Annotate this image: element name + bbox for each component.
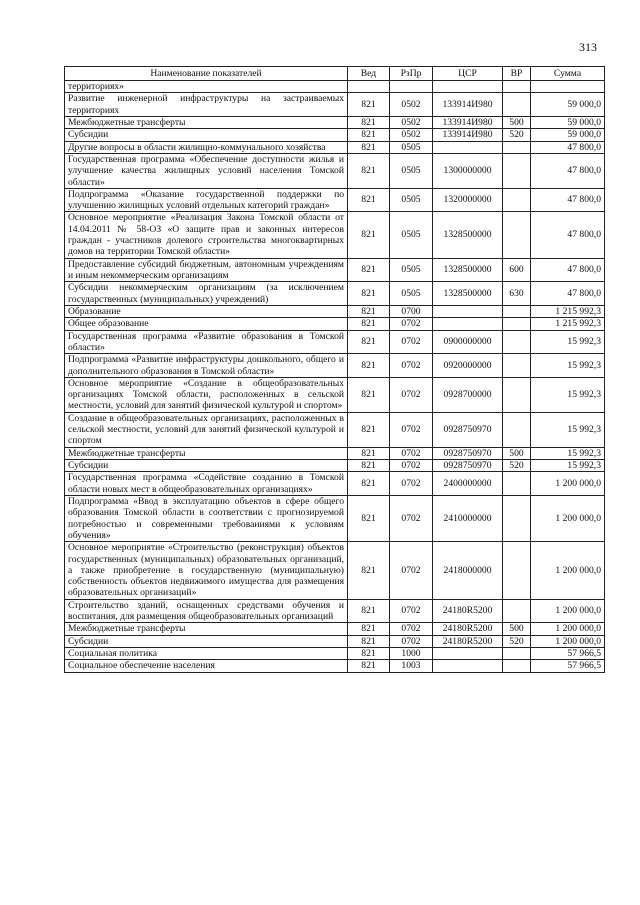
cell-name: Развитие инженерной инфраструктуры на застраиваемых территориях xyxy=(65,93,348,117)
cell-ved: 821 xyxy=(348,599,390,623)
cell-csr: 0900000000 xyxy=(433,330,503,354)
table-row xyxy=(65,282,605,306)
cell-ved xyxy=(348,81,390,93)
table-row xyxy=(65,330,605,354)
cell-sum: 1 200 000,0 xyxy=(531,623,605,635)
cell-sum: 47 800,0 xyxy=(531,212,605,258)
cell-sum: 15 992,3 xyxy=(531,377,605,412)
cell-rzpr: 0502 xyxy=(390,116,433,128)
cell-ved: 821 xyxy=(348,141,390,153)
cell-vr xyxy=(503,305,531,317)
cell-name: Строительство зданий, оснащенных средствами обучения и воспитания, для размещения общеобразовательных организаций xyxy=(65,599,348,623)
cell-sum: 1 200 000,0 xyxy=(531,599,605,623)
cell-vr xyxy=(503,599,531,623)
cell-rzpr: 0700 xyxy=(390,305,433,317)
cell-sum: 15 992,3 xyxy=(531,460,605,472)
cell-rzpr: 0502 xyxy=(390,93,433,117)
cell-name: Предоставление субсидий бюджетным, автономным учреждениям и иным некоммерческим организациям xyxy=(65,258,348,282)
header-rzpr: РзПр xyxy=(390,67,433,81)
cell-rzpr: 0702 xyxy=(390,460,433,472)
table-row xyxy=(65,377,605,412)
cell-csr: 1300000000 xyxy=(433,153,503,188)
cell-ved: 821 xyxy=(348,258,390,282)
table-row xyxy=(65,447,605,459)
cell-name: Субсидии некоммерческим организациям (за исключением государственных (муниципальных) учреждений) xyxy=(65,282,348,306)
cell-csr: 1328500000 xyxy=(433,282,503,306)
header-ved: Вед xyxy=(348,67,390,81)
table-row xyxy=(65,635,605,647)
table-row xyxy=(65,495,605,541)
cell-sum: 1 200 000,0 xyxy=(531,542,605,600)
cell-sum: 47 800,0 xyxy=(531,141,605,153)
cell-vr: 520 xyxy=(503,635,531,647)
cell-name: Субсидии xyxy=(65,635,348,647)
cell-vr: 500 xyxy=(503,623,531,635)
cell-vr xyxy=(503,542,531,600)
cell-sum: 57 966,5 xyxy=(531,660,605,672)
cell-vr xyxy=(503,354,531,378)
cell-sum: 47 800,0 xyxy=(531,153,605,188)
table-row xyxy=(65,354,605,378)
cell-csr: 1320000000 xyxy=(433,188,503,212)
table-row xyxy=(65,542,605,600)
cell-sum: 1 215 992,3 xyxy=(531,305,605,317)
cell-csr: 1328500000 xyxy=(433,212,503,258)
cell-name: Основное мероприятие «Строительство (реконструкция) объектов государственных (муниципальных) образовательных организаций, а также приобретение в государственную (муниципальную) собственность объектов недвижимого имущества для размещения образовательных организаций» xyxy=(65,542,348,600)
cell-rzpr: 0702 xyxy=(390,354,433,378)
cell-vr xyxy=(503,318,531,330)
cell-vr xyxy=(503,188,531,212)
cell-rzpr: 0702 xyxy=(390,472,433,496)
cell-csr xyxy=(433,305,503,317)
cell-ved: 821 xyxy=(348,623,390,635)
cell-ved: 821 xyxy=(348,495,390,541)
cell-sum: 59 000,0 xyxy=(531,129,605,141)
cell-name: Субсидии xyxy=(65,460,348,472)
cell-name: Государственная программа «Развитие образования в Томской области» xyxy=(65,330,348,354)
cell-vr xyxy=(503,495,531,541)
header-vr: ВР xyxy=(503,67,531,81)
cell-name: территориях» xyxy=(65,81,348,93)
cell-vr xyxy=(503,153,531,188)
cell-rzpr: 0702 xyxy=(390,542,433,600)
cell-csr: 0928750970 xyxy=(433,460,503,472)
cell-rzpr: 0702 xyxy=(390,330,433,354)
cell-ved: 821 xyxy=(348,660,390,672)
cell-sum: 59 000,0 xyxy=(531,116,605,128)
cell-name: Государственная программа «Содействие созданию в Томской области новых мест в общеобразовательных организациях» xyxy=(65,472,348,496)
cell-rzpr: 0502 xyxy=(390,129,433,141)
cell-name: Подпрограмма «Оказание государственной поддержки по улучшению жилищных условий отдельных категорий граждан» xyxy=(65,188,348,212)
cell-rzpr: 0505 xyxy=(390,258,433,282)
cell-name: Образование xyxy=(65,305,348,317)
cell-sum: 1 215 992,3 xyxy=(531,318,605,330)
cell-sum: 59 000,0 xyxy=(531,93,605,117)
table-row xyxy=(65,623,605,635)
cell-sum xyxy=(531,81,605,93)
cell-csr: 133914И980 xyxy=(433,93,503,117)
cell-csr xyxy=(433,648,503,660)
cell-name: Социальное обеспечение населения xyxy=(65,660,348,672)
table-header-row xyxy=(65,67,605,81)
cell-name: Подпрограмма «Ввод в эксплуатацию объектов в сфере общего образования Томской области в соответствии с прогнозируемой потребностью и современными требованиями к условиям обучения» xyxy=(65,495,348,541)
cell-ved: 821 xyxy=(348,93,390,117)
cell-rzpr: 1003 xyxy=(390,660,433,672)
cell-vr xyxy=(503,377,531,412)
cell-name: Общее образование xyxy=(65,318,348,330)
cell-ved: 821 xyxy=(348,305,390,317)
cell-ved: 821 xyxy=(348,212,390,258)
cell-rzpr: 0505 xyxy=(390,153,433,188)
cell-csr: 24180R5200 xyxy=(433,635,503,647)
cell-rzpr: 0702 xyxy=(390,412,433,447)
cell-ved: 821 xyxy=(348,330,390,354)
cell-vr xyxy=(503,330,531,354)
cell-csr: 1328500000 xyxy=(433,258,503,282)
table-row xyxy=(65,141,605,153)
table-row xyxy=(65,258,605,282)
cell-csr xyxy=(433,318,503,330)
table-row xyxy=(65,599,605,623)
cell-sum: 15 992,3 xyxy=(531,354,605,378)
cell-ved: 821 xyxy=(348,116,390,128)
cell-ved: 821 xyxy=(348,635,390,647)
table-row xyxy=(65,116,605,128)
header-csr: ЦСР xyxy=(433,67,503,81)
budget-table xyxy=(64,66,605,673)
cell-ved: 821 xyxy=(348,354,390,378)
cell-csr: 0928700000 xyxy=(433,377,503,412)
cell-vr xyxy=(503,212,531,258)
cell-rzpr: 0505 xyxy=(390,282,433,306)
cell-vr: 500 xyxy=(503,116,531,128)
cell-name: Межбюджетные трансферты xyxy=(65,116,348,128)
cell-name: Межбюджетные трансферты xyxy=(65,623,348,635)
cell-rzpr: 0702 xyxy=(390,377,433,412)
table-row xyxy=(65,81,605,93)
cell-ved: 821 xyxy=(348,318,390,330)
table-row xyxy=(65,305,605,317)
cell-csr xyxy=(433,81,503,93)
cell-rzpr: 0702 xyxy=(390,599,433,623)
cell-name: Основное мероприятие «Создание в общеобразовательных организациях Томской области, расположенных в сельской местности, условий для занятий физической культурой и спортом» xyxy=(65,377,348,412)
cell-vr: 600 xyxy=(503,258,531,282)
cell-ved: 821 xyxy=(348,447,390,459)
cell-vr: 630 xyxy=(503,282,531,306)
cell-vr: 520 xyxy=(503,460,531,472)
cell-csr: 2410000000 xyxy=(433,495,503,541)
cell-csr: 133914И980 xyxy=(433,129,503,141)
table-row xyxy=(65,129,605,141)
table-row xyxy=(65,93,605,117)
cell-sum: 47 800,0 xyxy=(531,258,605,282)
cell-rzpr: 0702 xyxy=(390,447,433,459)
table-row xyxy=(65,153,605,188)
table-row xyxy=(65,318,605,330)
table-row xyxy=(65,412,605,447)
table-row xyxy=(65,212,605,258)
cell-vr: 520 xyxy=(503,129,531,141)
cell-name: Государственная программа «Обеспечение доступности жилья и улучшение качества жилищных условий населения Томской области» xyxy=(65,153,348,188)
cell-ved: 821 xyxy=(348,542,390,600)
cell-name: Основное мероприятие «Реализация Закона Томской области от 14.04.2011 № 58-ОЗ «О защите прав и законных интересов граждан - участников долевого строительства многоквартирных домов на территории Томской области» xyxy=(65,212,348,258)
cell-rzpr: 0702 xyxy=(390,318,433,330)
table-row xyxy=(65,660,605,672)
cell-name: Межбюджетные трансферты xyxy=(65,447,348,459)
cell-name: Социальная политика xyxy=(65,648,348,660)
cell-rzpr: 1000 xyxy=(390,648,433,660)
cell-csr: 2400000000 xyxy=(433,472,503,496)
cell-ved: 821 xyxy=(348,129,390,141)
cell-ved: 821 xyxy=(348,282,390,306)
cell-vr xyxy=(503,412,531,447)
table-row xyxy=(65,472,605,496)
cell-sum: 15 992,3 xyxy=(531,412,605,447)
cell-csr: 0920000000 xyxy=(433,354,503,378)
header-sum: Сумма xyxy=(531,67,605,81)
cell-rzpr: 0505 xyxy=(390,188,433,212)
table-row xyxy=(65,188,605,212)
cell-csr: 24180R5200 xyxy=(433,623,503,635)
cell-vr xyxy=(503,141,531,153)
cell-csr: 133914И980 xyxy=(433,116,503,128)
cell-sum: 1 200 000,0 xyxy=(531,635,605,647)
cell-ved: 821 xyxy=(348,188,390,212)
cell-sum: 1 200 000,0 xyxy=(531,495,605,541)
cell-csr xyxy=(433,660,503,672)
cell-ved: 821 xyxy=(348,472,390,496)
table-row xyxy=(65,460,605,472)
cell-sum: 1 200 000,0 xyxy=(531,472,605,496)
cell-rzpr: 0505 xyxy=(390,141,433,153)
cell-rzpr xyxy=(390,81,433,93)
cell-vr xyxy=(503,81,531,93)
cell-ved: 821 xyxy=(348,460,390,472)
table-body xyxy=(65,81,605,673)
cell-sum: 15 992,3 xyxy=(531,447,605,459)
table-row xyxy=(65,648,605,660)
cell-rzpr: 0702 xyxy=(390,623,433,635)
cell-rzpr: 0505 xyxy=(390,212,433,258)
header-name: Наименование показателей xyxy=(65,67,348,81)
cell-csr: 0928750970 xyxy=(433,412,503,447)
cell-ved: 821 xyxy=(348,377,390,412)
cell-vr xyxy=(503,93,531,117)
cell-csr: 2418000000 xyxy=(433,542,503,600)
cell-name: Субсидии xyxy=(65,129,348,141)
cell-name: Создание в общеобразовательных организациях, расположенных в сельской местности, условий для занятий физической культурой и спортом xyxy=(65,412,348,447)
cell-ved: 821 xyxy=(348,153,390,188)
cell-sum: 47 800,0 xyxy=(531,282,605,306)
cell-ved: 821 xyxy=(348,412,390,447)
cell-name: Другие вопросы в области жилищно-коммунального хозяйства xyxy=(65,141,348,153)
cell-csr xyxy=(433,141,503,153)
cell-csr: 24180R5200 xyxy=(433,599,503,623)
cell-ved: 821 xyxy=(348,648,390,660)
cell-rzpr: 0702 xyxy=(390,635,433,647)
cell-rzpr: 0702 xyxy=(390,495,433,541)
cell-vr xyxy=(503,472,531,496)
cell-name: Подпрограмма «Развитие инфраструктуры дошкольного, общего и дополнительного образования в Томской области» xyxy=(65,354,348,378)
cell-sum: 47 800,0 xyxy=(531,188,605,212)
cell-vr xyxy=(503,648,531,660)
cell-sum: 15 992,3 xyxy=(531,330,605,354)
cell-vr xyxy=(503,660,531,672)
cell-csr: 0928750970 xyxy=(433,447,503,459)
cell-vr: 500 xyxy=(503,447,531,459)
page-number: 313 xyxy=(579,40,597,54)
cell-sum: 57 966,5 xyxy=(531,648,605,660)
